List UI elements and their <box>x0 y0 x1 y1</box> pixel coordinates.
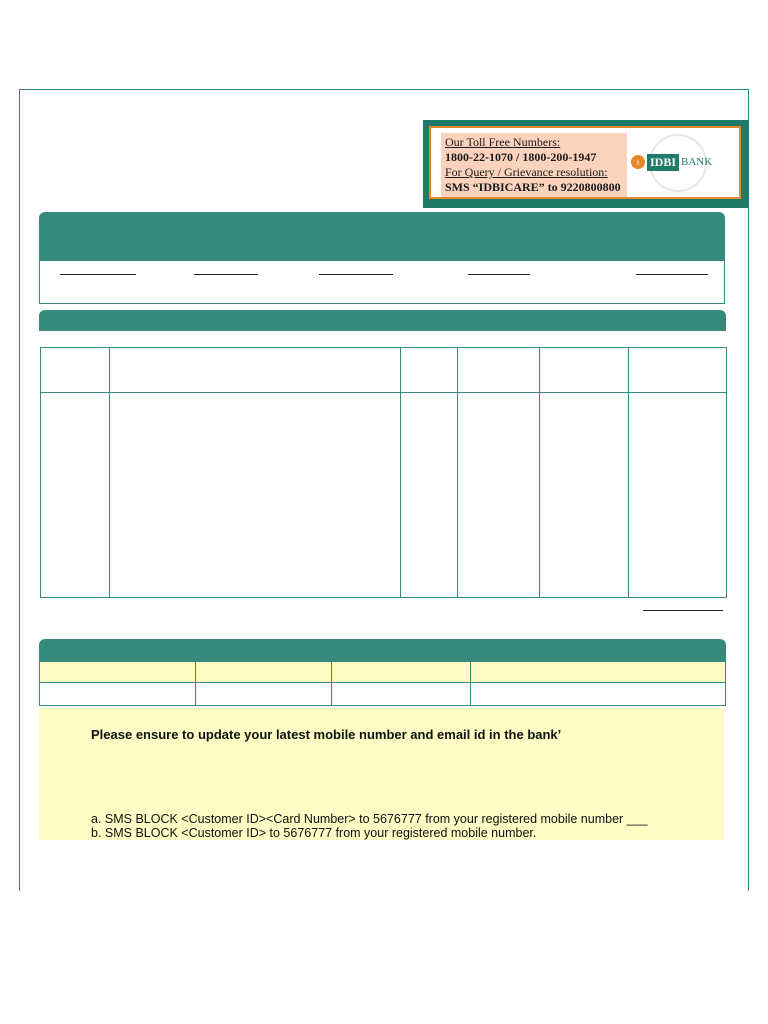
transactions-table-head <box>41 348 726 393</box>
total-underline <box>643 610 723 611</box>
account-summary-box <box>39 260 725 304</box>
toll-free-heading: Our Toll Free Numbers: <box>445 135 561 149</box>
summary-table-header <box>39 639 726 661</box>
logo-mark-icon: ♁ <box>631 155 645 169</box>
summary-column-divider <box>331 662 332 682</box>
notice-title: Please ensure to update your latest mobile number and email id in the bank’ <box>91 727 562 742</box>
summary-field-4 <box>468 274 530 275</box>
logo-badge <box>631 152 731 172</box>
table-column-divider <box>109 348 110 597</box>
summary-column-divider <box>470 662 471 682</box>
table-column-divider <box>457 348 458 597</box>
table-column-divider <box>539 348 540 597</box>
toll-free-numbers: 1800-22-1070 / 1800-200-1947 <box>445 150 597 164</box>
logo-name: IDBI <box>647 154 679 171</box>
transactions-table <box>40 347 727 598</box>
logo-suffix: BANK <box>681 156 713 168</box>
helpline-banner <box>423 120 749 208</box>
account-summary-header <box>39 212 725 260</box>
summary-table-header-row <box>39 661 726 683</box>
summary-column-divider <box>195 683 196 705</box>
summary-column-divider <box>195 662 196 682</box>
notice-instruction-b: b. SMS BLOCK <Customer ID> to 5676777 from your registered mobile number. <box>91 826 537 840</box>
idbi-logo <box>631 132 735 196</box>
summary-column-divider <box>470 683 471 705</box>
notice-instruction-a: a. SMS BLOCK <Customer ID><Card Number> to 5676777 from your registered mobile number ___ <box>91 812 648 826</box>
banner-inner <box>429 126 741 199</box>
summary-field-2 <box>194 274 258 275</box>
transactions-header <box>39 310 726 331</box>
query-heading: For Query / Grievance resolution: <box>445 165 608 179</box>
notice-panel <box>39 708 724 840</box>
summary-table-row <box>39 683 726 706</box>
sms-line: SMS “IDBICARE” to 9220800800 <box>445 180 621 194</box>
summary-column-divider <box>331 683 332 705</box>
summary-field-5 <box>636 274 708 275</box>
summary-field-3 <box>319 274 393 275</box>
table-column-divider <box>628 348 629 597</box>
helpline-text-box <box>441 133 627 197</box>
table-column-divider <box>400 348 401 597</box>
summary-field-1 <box>60 274 136 275</box>
